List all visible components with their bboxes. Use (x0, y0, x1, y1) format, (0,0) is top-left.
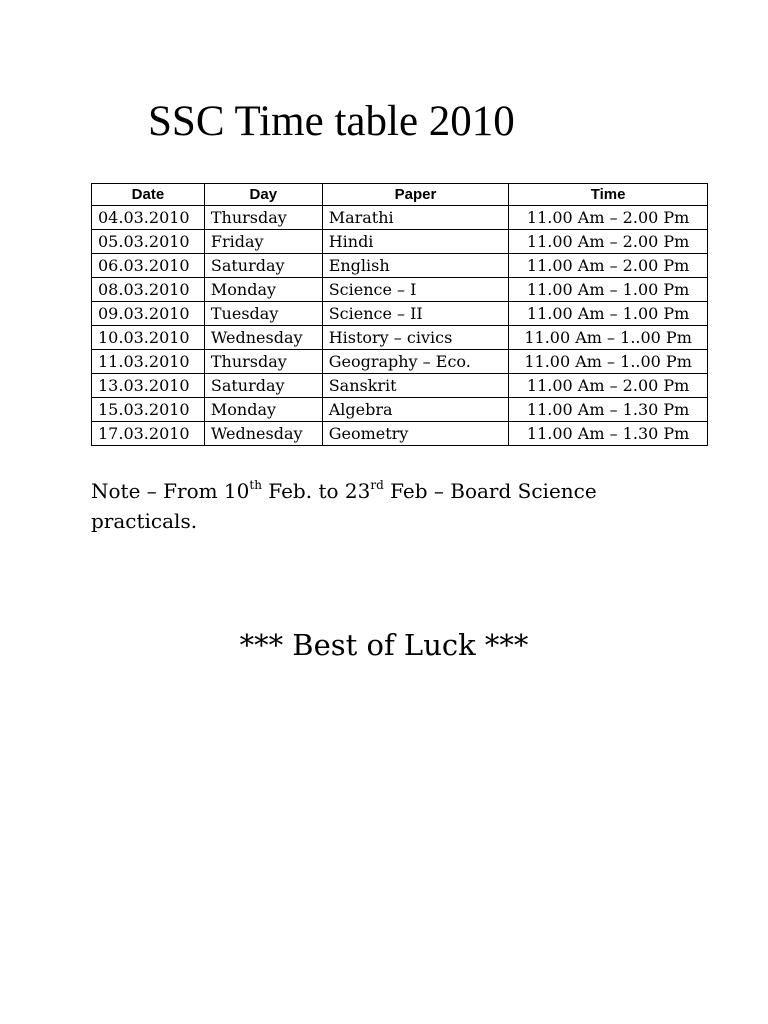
cell-paper: Science – II (322, 302, 509, 326)
cell-time: 11.00 Am – 2.00 Pm (509, 374, 708, 398)
column-header-time: Time (509, 184, 708, 206)
cell-paper: English (322, 254, 509, 278)
cell-paper: Geography – Eco. (322, 350, 509, 374)
closing-message: *** Best of Luck *** (239, 628, 529, 662)
cell-day: Monday (204, 278, 322, 302)
table-row (92, 326, 708, 350)
column-header-date: Date (92, 184, 205, 206)
cell-paper: Algebra (322, 398, 509, 422)
table-row (92, 278, 708, 302)
cell-day: Saturday (204, 254, 322, 278)
cell-day: Saturday (204, 374, 322, 398)
note-suffix: Feb – Board Science practicals. (91, 479, 597, 533)
note-ordinal-suffix-1: th (249, 478, 262, 492)
note (91, 476, 651, 536)
cell-time: 11.00 Am – 1..00 Pm (509, 350, 708, 374)
cell-date: 13.03.2010 (92, 374, 205, 398)
cell-day: Wednesday (204, 422, 322, 446)
cell-date: 11.03.2010 (92, 350, 205, 374)
table-row (92, 254, 708, 278)
cell-date: 06.03.2010 (92, 254, 205, 278)
cell-date: 09.03.2010 (92, 302, 205, 326)
cell-paper: Hindi (322, 230, 509, 254)
cell-day: Wednesday (204, 326, 322, 350)
table-row (92, 230, 708, 254)
cell-time: 11.00 Am – 1.30 Pm (509, 422, 708, 446)
table-row (92, 398, 708, 422)
page-title: SSC Time table 2010 (148, 98, 515, 145)
cell-time: 11.00 Am – 1.00 Pm (509, 302, 708, 326)
cell-time: 11.00 Am – 1.30 Pm (509, 398, 708, 422)
cell-time: 11.00 Am – 2.00 Pm (509, 206, 708, 230)
column-header-day: Day (204, 184, 322, 206)
cell-paper: Geometry (322, 422, 509, 446)
table-row (92, 206, 708, 230)
cell-date: 05.03.2010 (92, 230, 205, 254)
timetable-body (92, 206, 708, 446)
cell-paper: Science – I (322, 278, 509, 302)
cell-date: 17.03.2010 (92, 422, 205, 446)
cell-date: 15.03.2010 (92, 398, 205, 422)
table-row (92, 302, 708, 326)
cell-day: Friday (204, 230, 322, 254)
timetable (91, 183, 708, 446)
note-prefix: Note – From 10 (91, 479, 250, 503)
cell-day: Thursday (204, 206, 322, 230)
column-header-paper: Paper (322, 184, 509, 206)
cell-paper: History – civics (322, 326, 509, 350)
cell-day: Thursday (204, 350, 322, 374)
cell-time: 11.00 Am – 1.00 Pm (509, 278, 708, 302)
cell-day: Monday (204, 398, 322, 422)
cell-paper: Sanskrit (322, 374, 509, 398)
note-ordinal-suffix-2: rd (370, 478, 384, 492)
cell-date: 10.03.2010 (92, 326, 205, 350)
cell-time: 11.00 Am – 1..00 Pm (509, 326, 708, 350)
cell-day: Tuesday (204, 302, 322, 326)
cell-time: 11.00 Am – 2.00 Pm (509, 230, 708, 254)
table-row (92, 422, 708, 446)
table-header-row (92, 184, 708, 206)
cell-paper: Marathi (322, 206, 509, 230)
table-row (92, 350, 708, 374)
note-middle: Feb. to 23 (261, 479, 371, 503)
cell-date: 08.03.2010 (92, 278, 205, 302)
table-row (92, 374, 708, 398)
cell-date: 04.03.2010 (92, 206, 205, 230)
cell-time: 11.00 Am – 2.00 Pm (509, 254, 708, 278)
